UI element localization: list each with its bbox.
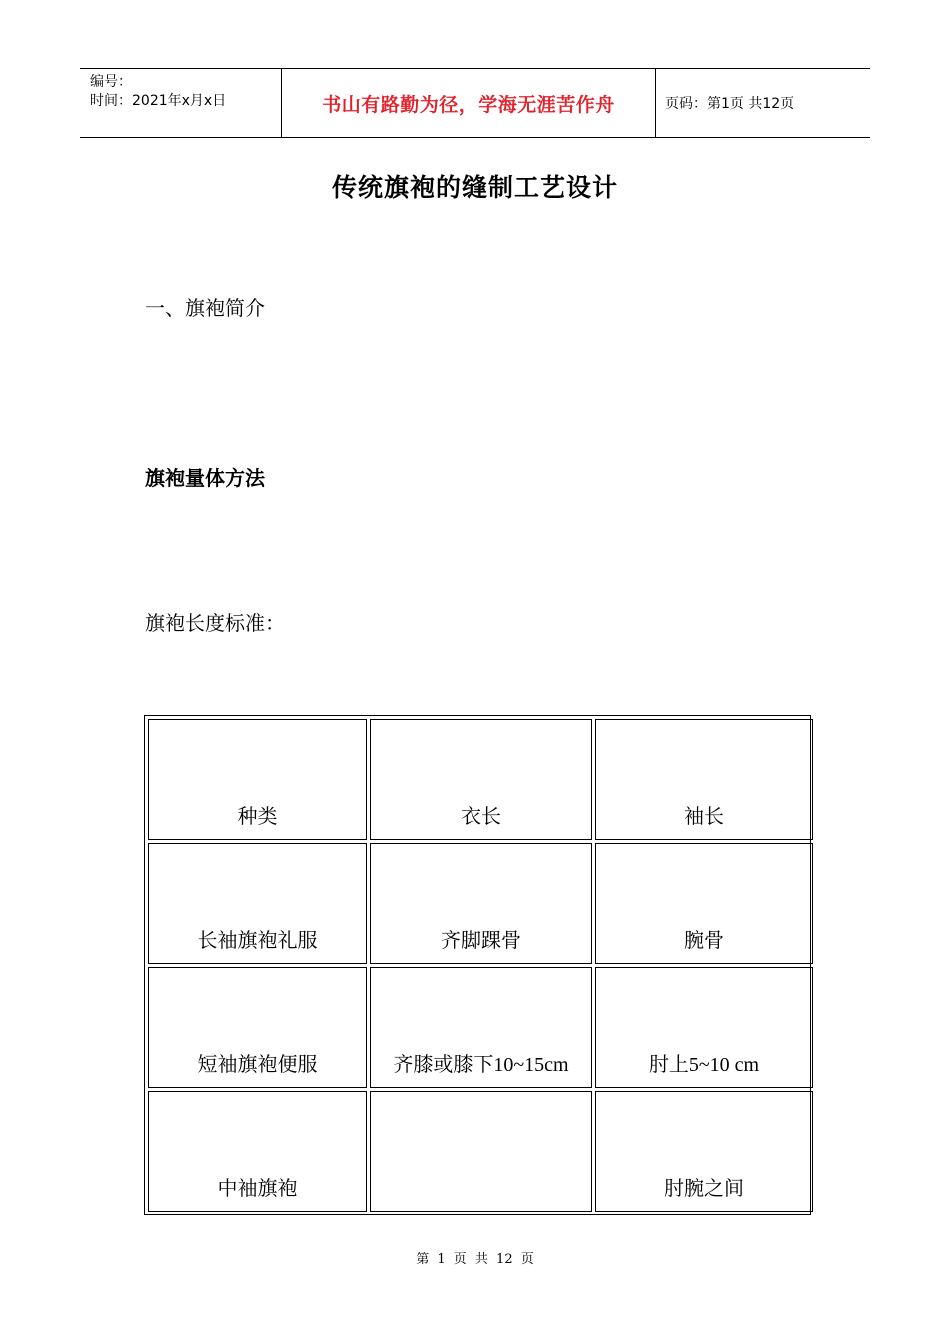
table-header-cell: 种类	[148, 719, 367, 840]
length-standard-table	[144, 715, 811, 1215]
section-heading-measurement: 旗袍量体方法	[145, 466, 265, 490]
header-motto: 书山有路勤为径，学海无涯苦作舟	[322, 93, 615, 116]
table-cell: 腕骨	[595, 843, 813, 964]
header-motto-cell	[281, 69, 656, 137]
table-cell	[370, 1091, 592, 1212]
document-number-label: 编号：	[90, 74, 132, 90]
document-title: 传统旗袍的缝制工艺设计	[331, 173, 618, 202]
page-header	[80, 68, 870, 138]
document-date-label: 时间：2021年x月x日	[90, 93, 227, 109]
section-heading-length-standard: 旗袍长度标准：	[145, 611, 285, 635]
header-page-info: 页码：第1页 共12页	[665, 96, 795, 112]
section-heading-intro: 一、旗袍简介	[145, 296, 265, 320]
table-header-cell: 袖长	[595, 719, 813, 840]
table-cell: 短袖旗袍便服	[148, 967, 367, 1088]
table-cell: 肘上5~10 cm	[595, 967, 813, 1088]
table-cell: 长袖旗袍礼服	[148, 843, 367, 964]
table-cell: 肘腕之间	[595, 1091, 813, 1212]
table-cell: 齐膝或膝下10~15cm	[370, 967, 592, 1088]
table-header-cell: 衣长	[370, 719, 592, 840]
table-cell: 中袖旗袍	[148, 1091, 367, 1212]
page-footer: 第 1 页 共 12 页	[416, 1252, 534, 1267]
table-cell: 齐脚踝骨	[370, 843, 592, 964]
header-meta-cell	[80, 69, 281, 137]
header-page-cell	[655, 69, 870, 137]
